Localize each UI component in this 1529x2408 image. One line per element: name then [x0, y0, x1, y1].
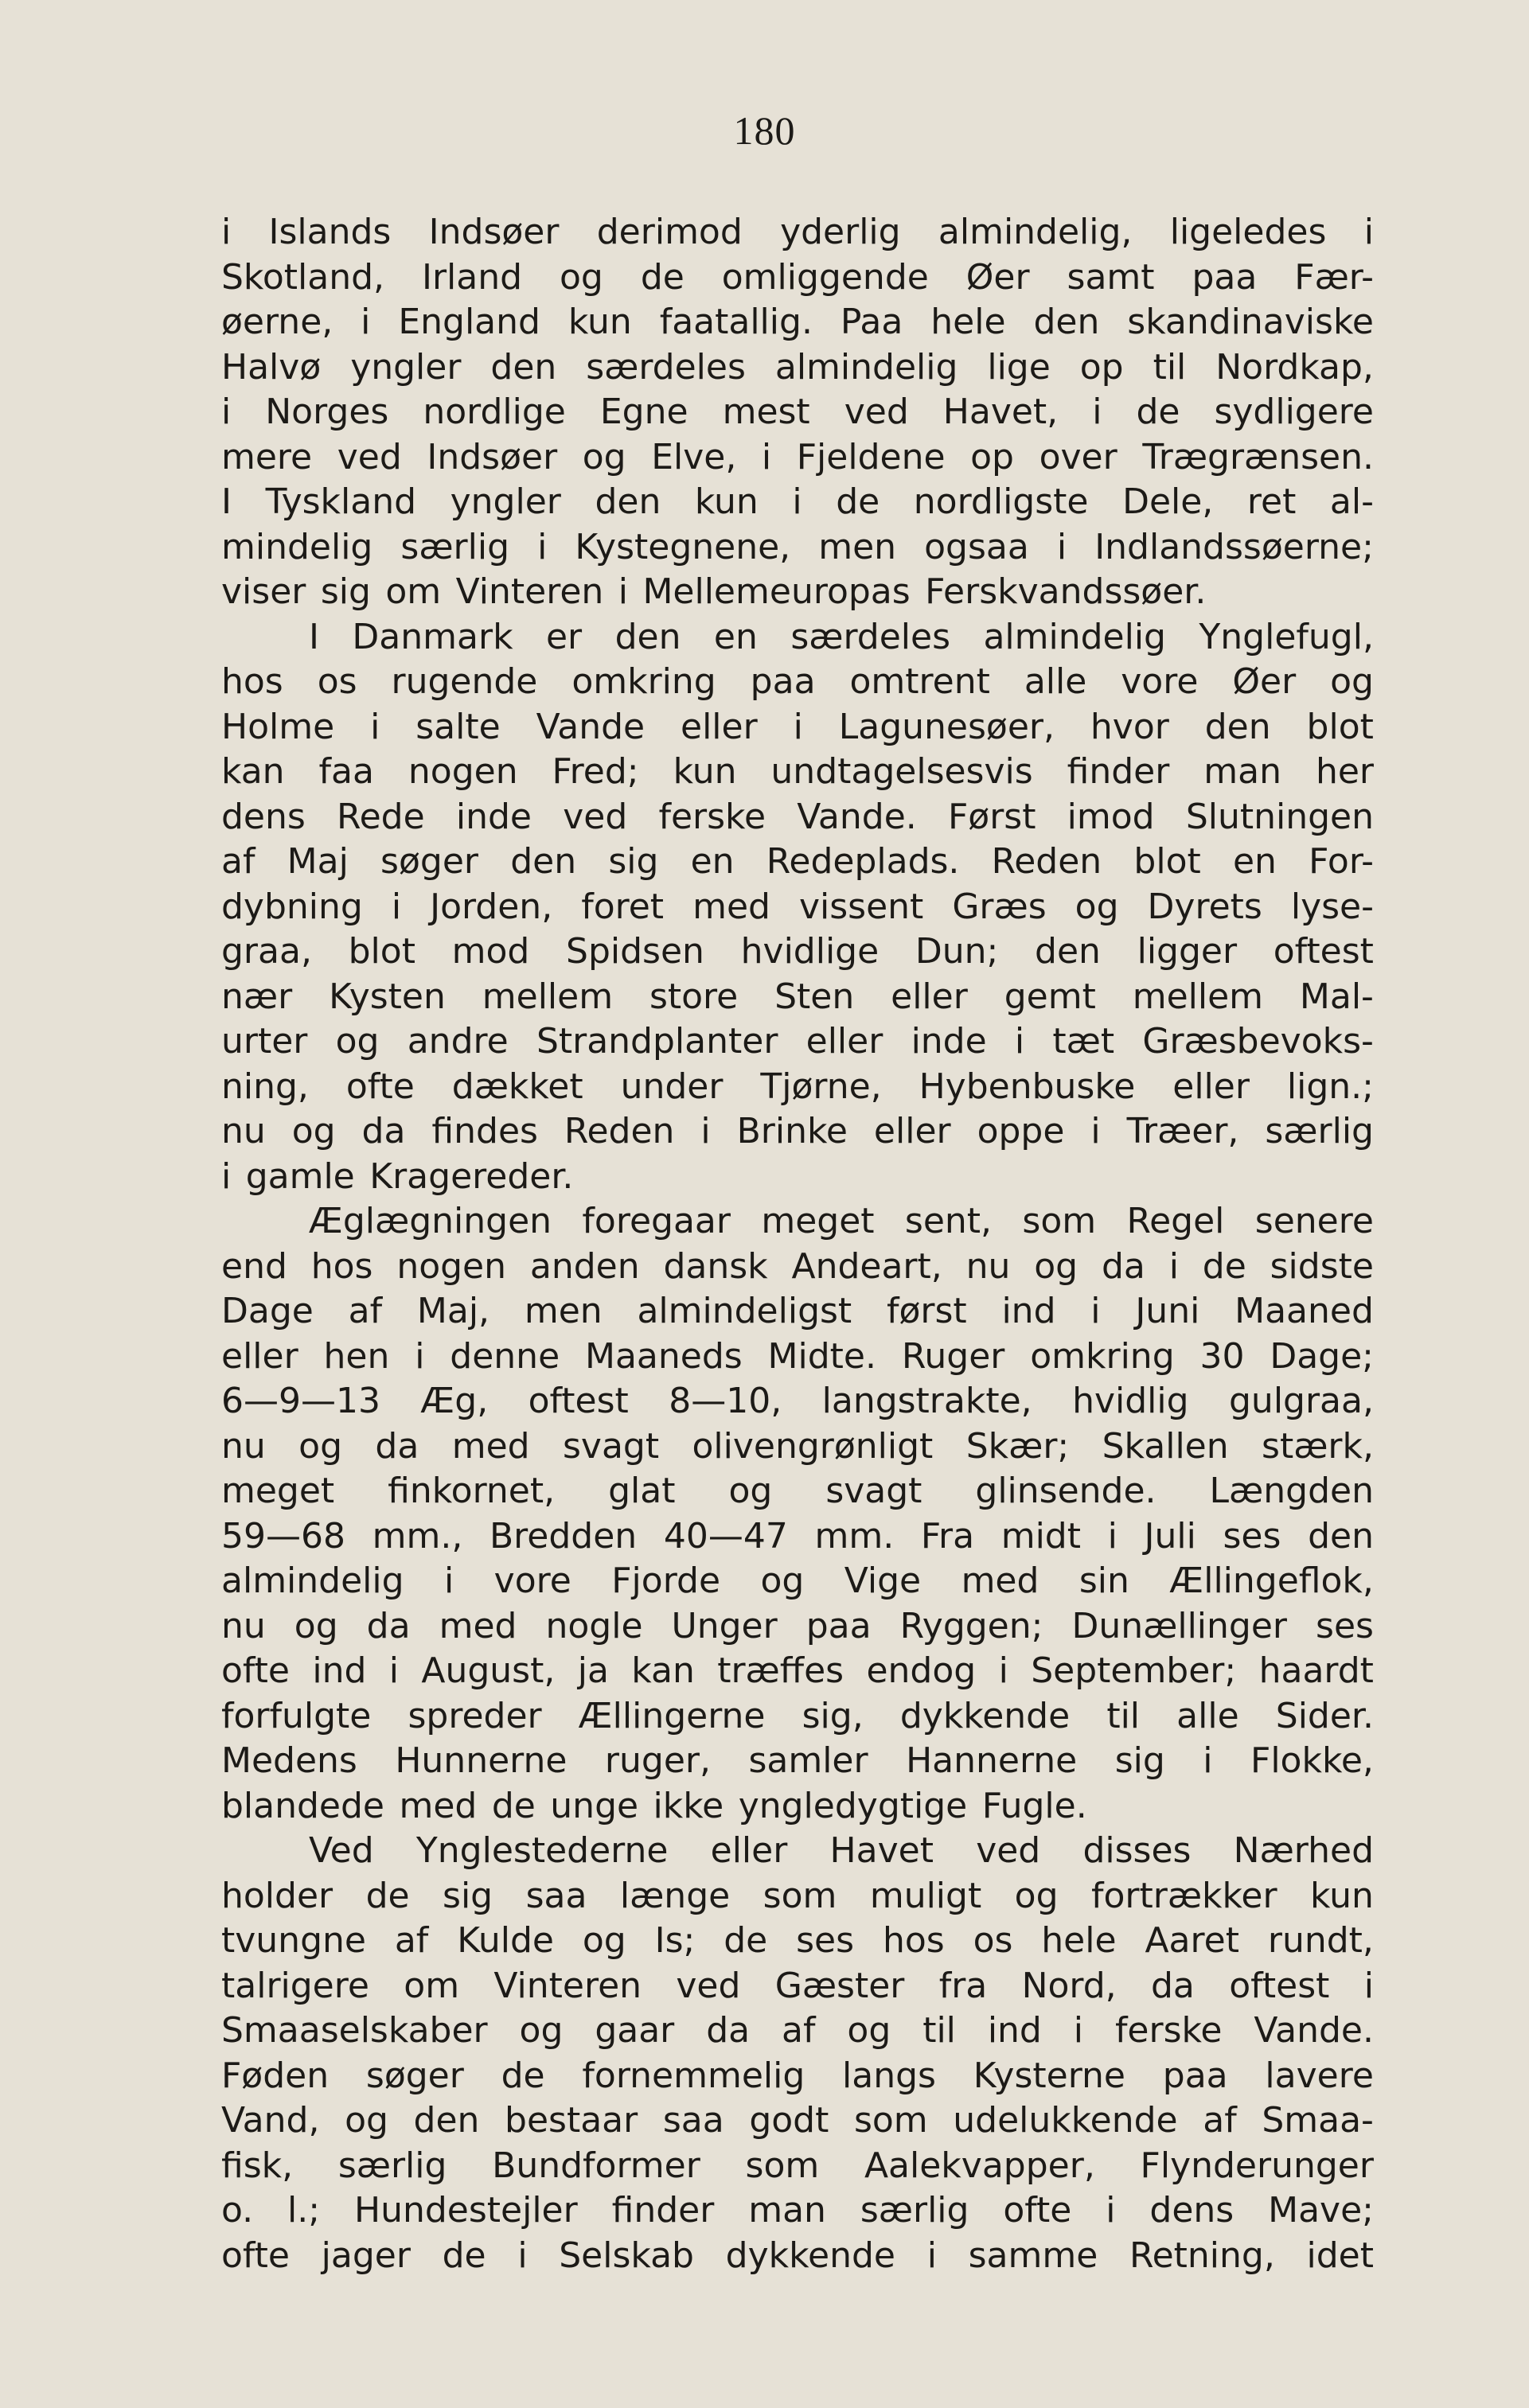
text-line: nu og da findes Reden i Brinke eller oppe i Træer, særlig [221, 1111, 1374, 1151]
text-line: hos os rugende omkring paa omtrent alle vore Øer og [221, 661, 1374, 702]
text-line: o. l.; Hundestejler finder man særlig ofte i dens Mave; [221, 2190, 1374, 2231]
text-line: Skotland, Irland og de omliggende Øer samt paa Fær- [221, 256, 1374, 298]
text-line: Æglægningen foregaar meget sent, som Regel senere [309, 1201, 1374, 1241]
text-line: Halvø yngler den særdeles almindelig lige op til Nordkap, [221, 346, 1374, 388]
text-line: Ved Ynglestederne eller Havet ved disses Nærhed [309, 1830, 1374, 1871]
text-line: dybning i Jorden, foret med vissent Græs og Dyrets lyse- [221, 886, 1374, 927]
text-line: mindelig særlig i Kystegnene, men ogsaa i Indlandssøerne; [221, 526, 1374, 567]
text-line: ofte jager de i Selskab dykkende i samme Retning, idet [221, 2235, 1374, 2276]
text-line: i Norges nordlige Egne mest ved Havet, i de sydligere [221, 392, 1374, 432]
text-line: urter og andre Strandplanter eller inde i tæt Græsbevoks- [221, 1021, 1374, 1062]
text-line: Vand, og den bestaar saa godt som udelukkende af Smaa- [221, 2100, 1374, 2141]
text-line: fisk, særlig Bundformer som Aalekvapper, Flynderunger [221, 2145, 1374, 2186]
text-line: blandede med de unge ikke yngledygtige Fugle. [221, 1785, 1087, 1826]
text-line: Medens Hunnerne ruger, samler Hannerne sig i Flokke, [221, 1740, 1374, 1781]
text-line: nær Kysten mellem store Sten eller gemt mellem Mal- [221, 976, 1374, 1017]
text-line: nu og da med nogle Unger paa Ryggen; Dunællinger ses [221, 1605, 1374, 1646]
text-line: end hos nogen anden dansk Andeart, nu og da i de sidste [221, 1245, 1374, 1287]
text-line: dens Rede inde ved ferske Vande. Først imod Slutningen [221, 796, 1374, 837]
text-line: eller hen i denne Maaneds Midte. Ruger omkring 30 Dage; [221, 1335, 1374, 1377]
text-line: i gamle Kragereder. [221, 1155, 574, 1197]
text-line: kan faa nogen Fred; kun undtagelsesvis finder man her [221, 751, 1374, 792]
text-line: øerne, i England kun faatallig. Paa hele den skandinaviske [221, 302, 1374, 342]
text-line: Føden søger de fornemmelig langs Kysterne paa lavere [221, 2055, 1374, 2096]
text-line: af Maj søger den sig en Redeplads. Reden blot en For- [221, 841, 1374, 882]
text-line: meget finkornet, glat og svagt glinsende. Længden [221, 1471, 1374, 1511]
page-number: 180 [733, 108, 796, 153]
text-line: Smaaselskaber og gaar da af og til ind i ferske Vande. [221, 2010, 1374, 2051]
text-line: forfulgte spreder Ællingerne sig, dykkende til alle Sider. [221, 1695, 1374, 1736]
text-line: nu og da med svagt olivengrønligt Skær; Skallen stærk, [221, 1425, 1374, 1467]
text-line: ofte ind i August, ja kan træffes endog i September; haardt [221, 1650, 1374, 1691]
text-line: viser sig om Vinteren i Mellemeuropas Ferskvandssøer. [221, 571, 1207, 612]
text-line: almindelig i vore Fjorde og Vige med sin Ællingeflok, [221, 1561, 1374, 1601]
text-line: Dage af Maj, men almindeligst først ind i Juni Maaned [221, 1291, 1374, 1331]
text-line: tvungne af Kulde og Is; de ses hos os hele Aaret rundt, [221, 1920, 1374, 1961]
text-line: talrigere om Vinteren ved Gæster fra Nord, da oftest i [221, 1965, 1374, 2006]
text-line: 59—68 mm., Bredden 40—47 mm. Fra midt i Juli ses den [221, 1515, 1374, 1557]
text-line: I Danmark er den en særdeles almindelig Ynglefugl, [309, 616, 1374, 657]
text-line: holder de sig saa længe som muligt og fortrækker kun [221, 1875, 1374, 1916]
text-line: ning, ofte dækket under Tjørne, Hybenbuske eller lign.; [221, 1066, 1374, 1107]
text-line: i Islands Indsøer derimod yderlig almindelig, ligeledes i [221, 212, 1374, 252]
body-text [221, 210, 1374, 2278]
text-line: 6—9—13 Æg, oftest 8—10, langstrakte, hvidlig gulgraa, [221, 1381, 1374, 1421]
text-line: I Tyskland yngler den kun i de nordligste Dele, ret al- [221, 481, 1374, 522]
text-line: mere ved Indsøer og Elve, i Fjeldene op over Trægrænsen. [221, 436, 1374, 477]
text-line: Holme i salte Vande eller i Lagunesøer, hvor den blot [221, 706, 1374, 747]
text-line: graa, blot mod Spidsen hvidlige Dun; den ligger oftest [221, 931, 1374, 972]
